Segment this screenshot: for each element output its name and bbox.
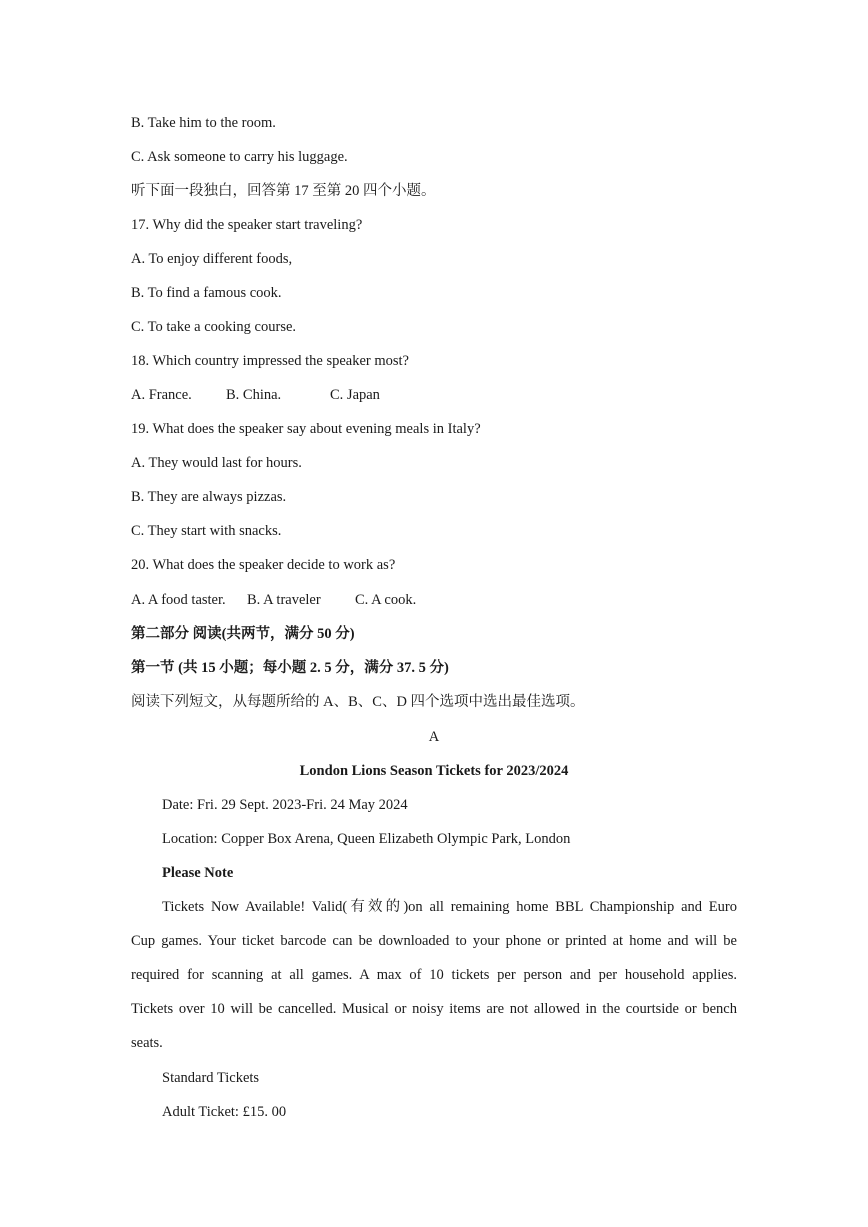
note-heading: Please Note [162,865,234,881]
question-19-option-c: C. They start with snacks. [131,523,282,539]
question-18-option-a: A. France. [131,387,192,403]
question-17-stem: 17. Why did the speaker start traveling? [131,217,363,233]
question-18-stem: 18. Which country impressed the speaker most? [131,353,409,369]
note-line: seats. [131,1035,163,1051]
event-location: Location: Copper Box Arena, Queen Elizabeth Olympic Park, London [162,831,571,847]
question-20-option-a: A. A food taster. [131,592,226,608]
question-17-option-a: A. To enjoy different foods, [131,251,293,267]
standard-tickets-heading: Standard Tickets [162,1070,260,1086]
question-20-option-c: C. A cook. [355,592,417,608]
question-20-stem: 20. What does the speaker decide to work as? [131,557,396,573]
event-date: Date: Fri. 29 Sept. 2023-Fri. 24 May 2024 [162,797,408,813]
question-18-options [131,385,380,405]
question-19-stem: 19. What does the speaker say about evening meals in Italy? [131,421,481,437]
adult-ticket-price: Adult Ticket: £15. 00 [162,1104,287,1120]
question-17-option-b: B. To find a famous cook. [131,285,282,301]
reading-instruction: 阅读下列短文，从每题所给的 A、B、C、D 四个选项中选出最佳选项。 [131,694,585,710]
note-line: Tickets over 10 will be cancelled. Musical or noisy items are not allowed in the courtside or bench [131,1001,737,1017]
section1-heading: 第一节 (共 15 小题；每小题 2. 5 分，满分 37. 5 分) [131,660,449,676]
note-line: Cup games. Your ticket barcode can be downloaded to your phone or printed at home and will be [131,933,737,949]
note-line: Tickets Now Available! Valid(有效的)on all remaining home BBL Championship and Euro [162,899,737,915]
q16-option-c: C. Ask someone to carry his luggage. [131,149,348,165]
passage-title: London Lions Season Tickets for 2023/2024 [299,763,569,779]
passage-label: A [428,729,440,745]
part2-heading: 第二部分 阅读(共两节，满分 50 分) [131,626,355,642]
question-19-option-a: A. They would last for hours. [131,455,302,471]
note-paragraph [131,890,737,1060]
question-19-option-b: B. They are always pizzas. [131,489,287,505]
question-20-options [131,590,417,610]
monologue-instruction: 听下面一段独白，回答第 17 至第 20 四个小题。 [131,183,436,199]
question-18-option-c: C. Japan [330,387,380,403]
question-18-option-b: B. China. [226,387,282,403]
q16-option-b: B. Take him to the room. [131,115,276,131]
note-line: required for scanning at all games. A max of 10 tickets per person and per household applies. [131,967,737,983]
question-17-option-c: C. To take a cooking course. [131,319,297,335]
question-20-option-b: B. A traveler [247,592,321,608]
